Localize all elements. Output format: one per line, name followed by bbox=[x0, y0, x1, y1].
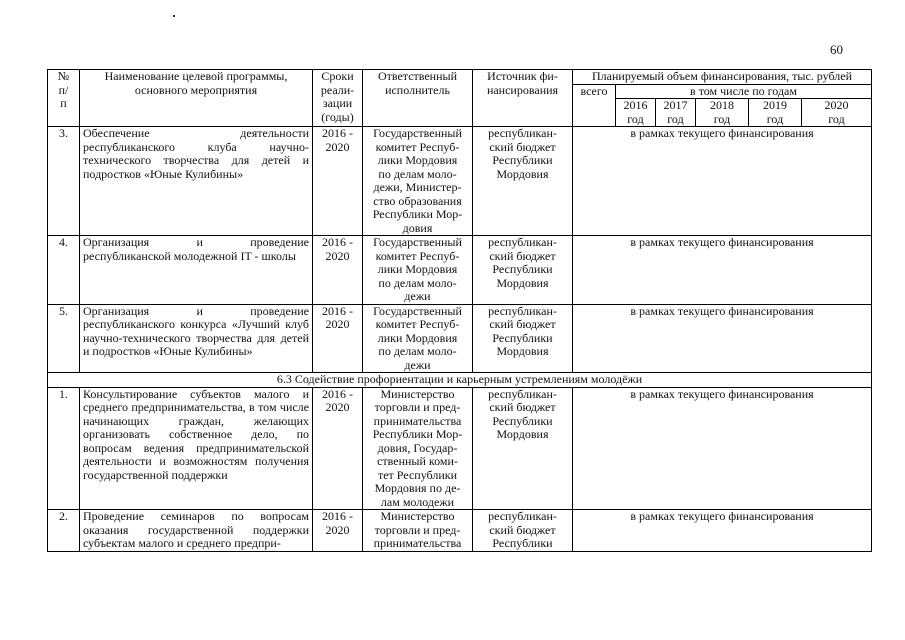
row-terms: 2016 - 2020 bbox=[313, 387, 363, 510]
row-responsible: Министерство торговли и пред- принимательства Республики Мор- довия, Государ- ственный коми- тет Республики Мордовия по де- лам молодежи bbox=[363, 387, 473, 510]
row-financing: в рамках текущего финансирования bbox=[573, 236, 872, 305]
row-no: 1. bbox=[48, 387, 80, 510]
row-financing: в рамках текущего финансирования bbox=[573, 510, 872, 552]
table-row bbox=[48, 304, 872, 373]
header-row-1 bbox=[48, 70, 872, 85]
row-source: республикан- ский бюджет Республики Мордовия bbox=[473, 236, 573, 305]
row-responsible: Министерство торговли и пред- принимательства bbox=[363, 510, 473, 552]
table-row bbox=[48, 387, 872, 510]
row-name: Проведение семинаров по вопросам оказания государственной поддержки субъектам малого и среднего предпри- bbox=[80, 510, 313, 552]
row-no: 2. bbox=[48, 510, 80, 552]
row-source: республикан- ский бюджет Республики bbox=[473, 510, 573, 552]
row-no: 5. bbox=[48, 304, 80, 373]
row-source: республикан- ский бюджет Республики Мордовия bbox=[473, 304, 573, 373]
row-financing: в рамках текущего финансирования bbox=[573, 127, 872, 236]
section-title: 6.3 Содействие профориентации и карьерным устремлениям молодёжи bbox=[48, 373, 872, 388]
row-name: Организация и проведение республиканской молодежной IT - школы bbox=[80, 236, 313, 305]
program-table bbox=[47, 69, 872, 552]
table-row bbox=[48, 127, 872, 236]
row-responsible: Государственный комитет Респуб- лики Мордовия по делам моло- дежи, Министер- ство образования Республики Мор- довия bbox=[363, 127, 473, 236]
row-responsible: Государственный комитет Респуб- лики Мордовия по делам моло- дежи bbox=[363, 304, 473, 373]
row-name: Организация и проведение республиканского конкурса «Лучший клуб научно-технического творчества для детей и подростков «Юные Кулибины» bbox=[80, 304, 313, 373]
header-total: всего bbox=[573, 84, 616, 127]
table-row bbox=[48, 510, 872, 552]
header-year-2016: 2016 год bbox=[616, 99, 656, 127]
row-no: 3. bbox=[48, 127, 80, 236]
row-terms: 2016 - 2020 bbox=[313, 236, 363, 305]
row-name: Консультирование субъектов малого и среднего предпринимательства, в том числе начинающих граждан, желающих организовать собственное дело, по вопросам ведения предпринимательской деятельности и возможностям получения государственной поддержки bbox=[80, 387, 313, 510]
page-number: 60 bbox=[830, 42, 843, 57]
header-year-2020: 2020 год bbox=[802, 99, 872, 127]
scan-speck bbox=[173, 15, 175, 17]
header-source: Источник фи- нансирования bbox=[473, 70, 573, 127]
row-terms: 2016 - 2020 bbox=[313, 510, 363, 552]
row-terms: 2016 - 2020 bbox=[313, 304, 363, 373]
header-terms: Сроки реали- зации (годы) bbox=[313, 70, 363, 127]
section-heading-row bbox=[48, 373, 872, 388]
table-row bbox=[48, 236, 872, 305]
header-no: № п/ п bbox=[48, 70, 80, 127]
header-year-2018: 2018 год bbox=[696, 99, 749, 127]
row-no: 4. bbox=[48, 236, 80, 305]
header-year-2017: 2017 год bbox=[656, 99, 696, 127]
header-responsible: Ответственный исполнитель bbox=[363, 70, 473, 127]
row-responsible: Государственный комитет Респуб- лики Мордовия по делам моло- дежи bbox=[363, 236, 473, 305]
row-terms: 2016 - 2020 bbox=[313, 127, 363, 236]
row-financing: в рамках текущего финансирования bbox=[573, 304, 872, 373]
row-source: республикан- ский бюджет Республики Мордовия bbox=[473, 127, 573, 236]
row-name: Обеспечение деятельности республиканского клуба научно-технического творчества для детей и подростков «Юные Кулибины» bbox=[80, 127, 313, 236]
row-financing: в рамках текущего финансирования bbox=[573, 387, 872, 510]
header-year-2019: 2019 год bbox=[749, 99, 802, 127]
header-by-years: в том числе по годам bbox=[616, 84, 872, 99]
header-name: Наименование целевой программы, основного мероприятия bbox=[80, 70, 313, 127]
header-planned: Планируемый объем финансирования, тыс. рублей bbox=[573, 70, 872, 85]
row-source: республикан- ский бюджет Республики Мордовия bbox=[473, 387, 573, 510]
